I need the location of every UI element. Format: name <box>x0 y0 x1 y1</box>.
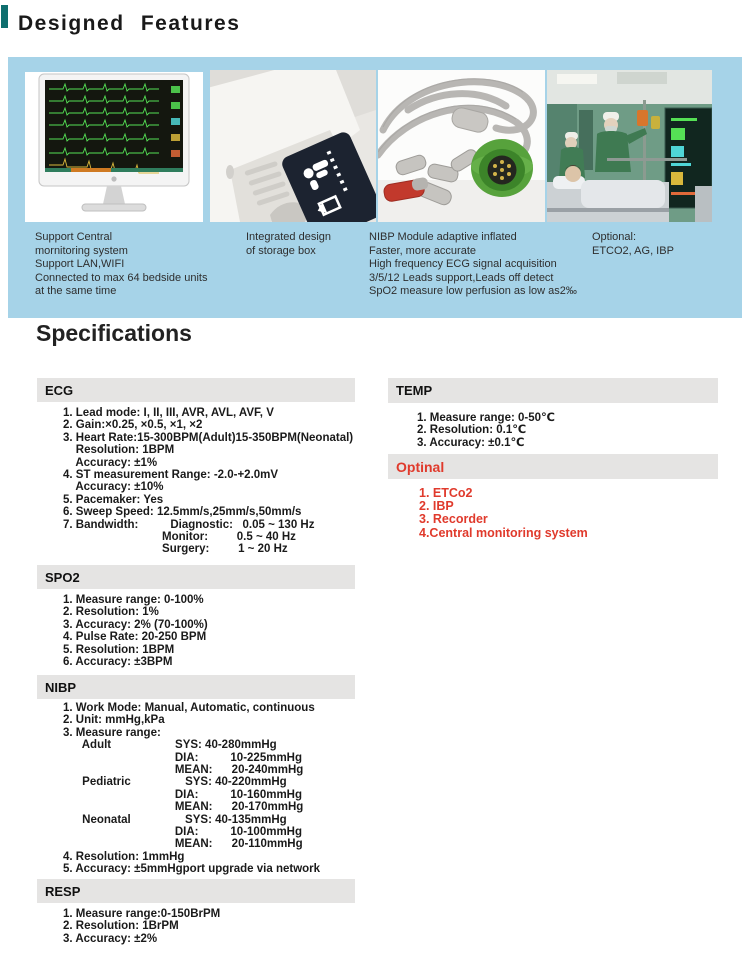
spec-line: 1. Work Mode: Manual, Automatic, continuous <box>63 702 315 714</box>
spec-line: 4.Central monitoring system <box>419 525 588 540</box>
spec-line: DIA: 10-160mmHg <box>63 788 303 801</box>
section-header-ecg <box>37 378 355 402</box>
section-header-spo2 <box>37 565 355 589</box>
caption-line: 3/5/12 Leads support,Leads off detect <box>369 271 554 284</box>
caption-line: Connected to max 64 bedside units <box>35 271 208 284</box>
caption-nibp-module <box>369 231 609 299</box>
spec-line: 2. Resolution: 1BrPM <box>63 920 179 933</box>
optinal-spec-list <box>419 487 588 540</box>
caption-line: Optional: <box>592 231 637 243</box>
spec-line: 3. Measure range: <box>63 726 161 739</box>
spec-line: 1. Lead mode: I, II, III, AVR, AVL, AVF, V <box>63 407 274 419</box>
spec-line: DIA: 10-100mmHg <box>63 826 303 839</box>
features-banner <box>8 57 742 318</box>
caption-line: ETCO2, AG, IBP <box>592 244 674 257</box>
spec-line: 1. Measure range: 0-100% <box>63 594 204 606</box>
spec-line: 1. Measure range: 0-50℃ <box>417 412 555 424</box>
caption-line: Integrated design <box>246 231 332 243</box>
caption-line: Support Central <box>35 231 113 243</box>
spec-line: 2. Gain:×0.25, ×0.5, ×1, ×2 <box>63 419 203 432</box>
section-title: TEMP <box>396 383 433 398</box>
caption-line: NIBP Module adaptive inflated <box>369 231 517 243</box>
spo2-spec-list <box>63 594 208 668</box>
ecg-trunk-cable-photo <box>378 70 545 222</box>
spec-line: 6. Sweep Speed: 12.5mm/s,25mm/s,50mm/s <box>63 506 302 519</box>
spec-line: Neonatal SYS: 40-135mmHg <box>63 813 287 826</box>
spec-line: Monitor: 0.5 ~ 40 Hz <box>63 531 296 544</box>
spec-line: 5. Accuracy: ±5mmHgport upgrade via network <box>63 863 321 876</box>
nibp-spec-list <box>63 702 320 876</box>
spec-line: 5. Pacemaker: Yes <box>63 493 164 506</box>
section-header-nibp <box>37 675 355 699</box>
spec-line: 5. Resolution: 1BPM <box>63 643 175 656</box>
caption-line: High frequency ECG signal acquisition <box>369 258 557 270</box>
spec-line: 3. Accuracy: ±2% <box>63 932 158 945</box>
caption-line: Faster, more accurate <box>369 244 476 257</box>
section-header-optinal <box>388 454 718 479</box>
caption-optional-modules <box>592 231 732 258</box>
spec-line: 4. Resolution: 1mmHg <box>63 850 185 863</box>
spec-line: 4. ST measurement Range: -2.0-+2.0mV <box>63 469 279 482</box>
spec-line: 3. Accuracy: ±0.1℃ <box>417 436 525 449</box>
spec-line: 2. IBP <box>419 499 454 514</box>
spec-line: MEAN: 20-170mmHg <box>63 801 304 814</box>
resp-spec-list <box>63 908 220 945</box>
teal-corner-mark <box>1 5 8 28</box>
patient-monitor-photo <box>25 72 203 222</box>
caption-line: mornitoring system <box>35 244 128 257</box>
spec-line: Accuracy: ±1% <box>63 456 158 469</box>
spec-line: 3. Recorder <box>419 512 488 527</box>
caption-central-monitoring <box>35 231 250 299</box>
ecg-spec-list <box>63 407 353 556</box>
icu-ward-photo <box>547 70 712 222</box>
spec-line: 1. Measure range:0-150BrPM <box>63 908 221 920</box>
spec-line: Surgery: 1 ~ 20 Hz <box>63 543 288 556</box>
section-title: RESP <box>45 883 81 899</box>
spec-line: 2. Unit: mmHg,kPa <box>63 714 165 727</box>
spec-line: Accuracy: ±10% <box>63 481 164 494</box>
spec-line: Pediatric SYS: 40-220mmHg <box>63 776 287 789</box>
spec-line: MEAN: 20-240mmHg <box>63 764 304 777</box>
section-title: Optinal <box>396 458 445 475</box>
spec-line: 4. Pulse Rate: 20-250 BPM <box>63 631 207 644</box>
spec-line: 6. Accuracy: ±3BPM <box>63 656 173 669</box>
spec-line: DIA: 10-225mmHg <box>63 751 303 764</box>
spec-line: Resolution: 1BPM <box>63 444 175 457</box>
section-title: SPO2 <box>45 569 80 585</box>
spec-line: 3. Accuracy: 2% (70-100%) <box>63 618 208 631</box>
caption-line: Support LAN,WIFI <box>35 258 125 270</box>
page-title: Designed Features <box>18 12 241 35</box>
caption-line: SpO2 measure low perfusion as low as2‰ <box>369 285 577 297</box>
section-title: ECG <box>45 382 74 398</box>
caption-line: at the same time <box>35 285 117 297</box>
storage-box-photo <box>210 70 376 222</box>
spec-line: 2. Resolution: 0.1℃ <box>417 424 527 437</box>
spec-line: 7. Bandwidth: Diagnostic: 0.05 ~ 130 Hz <box>63 518 315 531</box>
section-header-resp <box>37 879 355 903</box>
caption-storage-box <box>246 231 386 258</box>
specifications-title: Specifications <box>36 320 192 346</box>
section-header-temp <box>388 378 718 403</box>
spec-line: MEAN: 20-110mmHg <box>63 838 303 851</box>
spec-line: Adult SYS: 40-280mmHg <box>63 739 277 752</box>
section-title: NIBP <box>45 679 77 695</box>
spec-line: 3. Heart Rate:15-300BPM(Adult)15-350BPM(Neonatal) <box>63 431 354 444</box>
caption-line: of storage box <box>246 244 316 257</box>
spec-line: 1. ETCo2 <box>419 486 473 500</box>
temp-spec-list <box>417 412 555 449</box>
spec-line: 2. Resolution: 1% <box>63 606 159 619</box>
